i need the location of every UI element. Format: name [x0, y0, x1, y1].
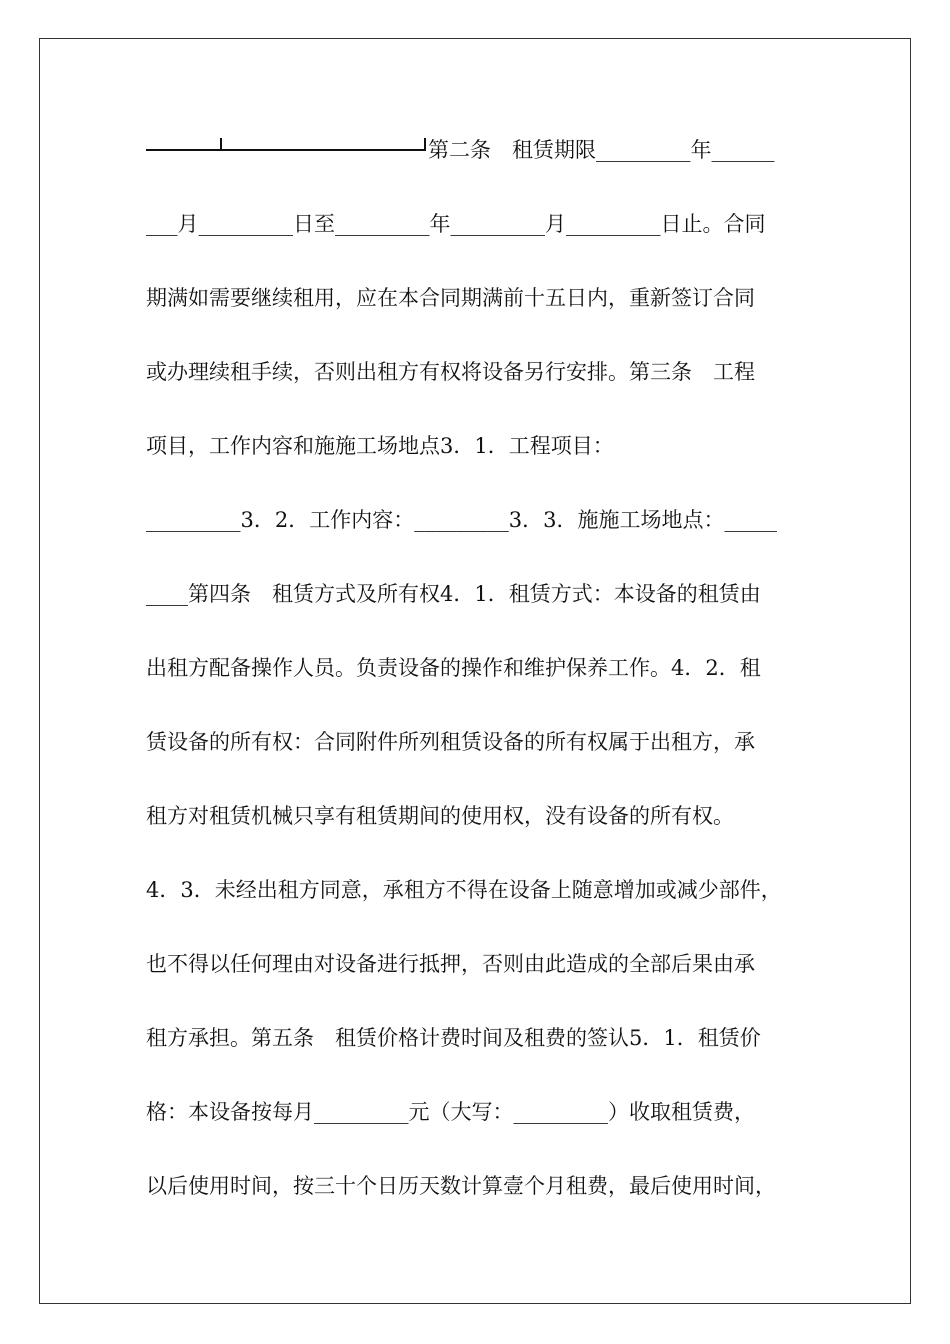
line-text: ___月_________日至_________年_________月_________日止。合同	[146, 212, 766, 236]
line-text: 以后使用时间，按三十个日历天数计算壹个月租费，最后使用时间，	[146, 1174, 776, 1198]
text-line	[146, 352, 806, 426]
text-line	[146, 130, 806, 204]
document-body	[146, 130, 806, 1240]
text-line	[146, 1092, 806, 1166]
line-text: 出租方配备操作人员。负责设备的操作和维护保养工作。4．2．租	[146, 656, 761, 680]
table-rule	[146, 149, 426, 151]
line-text: 也不得以任何理由对设备进行抵押，否则由此造成的全部后果由承	[146, 952, 755, 976]
line-text: 项目，工作内容和施施工场地点3．1．工程项目：	[146, 434, 614, 458]
line-text: 格：本设备按每月_________元（大写：_________）收取租赁费，	[146, 1100, 755, 1124]
text-line	[146, 944, 806, 1018]
line-text: 租方对租赁机械只享有租赁期间的使用权，没有设备的所有权。	[146, 804, 734, 828]
text-line	[146, 426, 806, 500]
text-line	[146, 278, 806, 352]
text-line	[146, 500, 806, 574]
text-line	[146, 648, 806, 722]
table-tick	[424, 138, 426, 151]
text-line	[146, 204, 806, 278]
line-text: 期满如需要继续租用，应在本合同期满前十五日内，重新签订合同	[146, 286, 755, 310]
line-text: 4．3．未经出租方同意，承租方不得在设备上随意增加或减少部件，	[146, 878, 782, 902]
text-line	[146, 1018, 806, 1092]
text-line	[146, 574, 806, 648]
text-line	[146, 870, 806, 944]
line-text: 或办理续租手续，否则出租方有权将设备另行安排。第三条 工程	[146, 360, 755, 384]
line-text: _________3．2．工作内容：_________3．3．施施工场地点：_____	[146, 508, 777, 532]
line-text: 第二条 租赁期限_________年______	[428, 138, 775, 162]
line-text: 租方承担。第五条 租赁价格计费时间及租费的签认5．1．租赁价	[146, 1026, 761, 1050]
text-line	[146, 796, 806, 870]
table-border-fragment	[146, 130, 428, 170]
text-line	[146, 722, 806, 796]
line-text: ____第四条 租赁方式及所有权4．1．租赁方式：本设备的租赁由	[146, 582, 761, 606]
table-tick	[220, 138, 222, 151]
text-line	[146, 1166, 806, 1240]
line-text: 赁设备的所有权：合同附件所列租赁设备的所有权属于出租方，承	[146, 730, 755, 754]
